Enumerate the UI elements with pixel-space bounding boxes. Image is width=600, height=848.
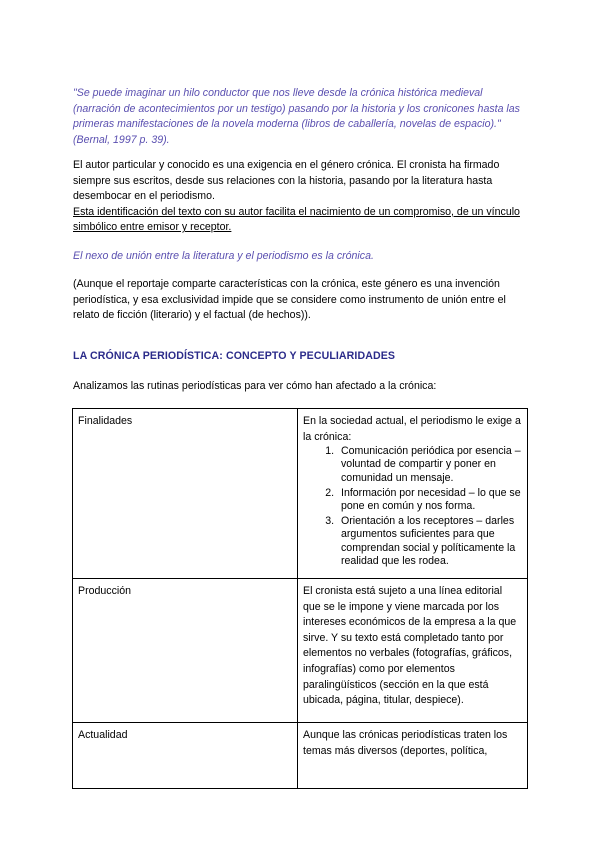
nexo-statement: El nexo de unión entre la literatura y el periodismo es la crónica.	[73, 250, 374, 262]
section-heading: LA CRÓNICA PERIODÍSTICA: CONCEPTO Y PECULIARIDADES	[73, 350, 396, 362]
routines-table	[72, 408, 528, 789]
reportaje-note: (Aunque el reportaje comparte características con la crónica, este género es una invención periodística, y esa exclusividad impide que se considere como instrumento de unión entre el relato de ficción (literario) y el factual (de hechos)).	[73, 278, 506, 322]
row-text: Aunque las crónicas periodísticas traten los temas más diversos (deportes, política,	[298, 723, 528, 789]
row-label: Actualidad	[73, 723, 298, 789]
bernal-quote: "Se puede imaginar un hilo conductor que nos lleve desde la crónica histórica medieval (narración de acontecimientos por un testigo) pasando por la historia y los cronicones hasta las primeras manifestaciones de la novela moderna (libros de caballería, novelas de espacio)." (Bernal, 1997 p. 39).	[73, 87, 520, 146]
row-text: En la sociedad actual, el periodismo le exige a la crónica:	[303, 415, 521, 443]
finalidades-list	[303, 445, 522, 568]
row-text: El cronista está sujeto a una línea editorial que se le impone y viene marcada por los intereses económicos de la empresa a la que sirve. Y su texto está completado tanto por elementos no verbales (fotografías, gráficos, infografías) como por elementos paralingüísticos (sección en la que está ubicada, página, titular, despiece).	[298, 579, 528, 723]
row-label: Finalidades	[73, 409, 298, 579]
author-paragraph	[73, 158, 533, 236]
row-content	[298, 409, 528, 579]
table-row	[73, 409, 528, 579]
table-row	[73, 579, 528, 723]
intro-text: Analizamos las rutinas periodísticas para ver cómo han afectado a la crónica:	[73, 380, 437, 392]
row-label: Producción	[73, 579, 298, 723]
table-row	[73, 723, 528, 789]
list-item: 1. Comunicación periódica por esencia – voluntad de compartir y poner en comunidad un mensaje.	[337, 445, 522, 485]
author-paragraph-underlined: Esta identificación del texto con su autor facilita el nacimiento de un compromiso, de un vínculo simbólico entre emisor y receptor.	[73, 205, 520, 234]
list-item: 2. Información por necesidad – lo que se pone en común y nos forma.	[337, 487, 522, 513]
list-item: 3. Orientación a los receptores – darles argumentos suficientes para que comprendan social y políticamente la realidad que les rodea.	[337, 515, 522, 568]
author-paragraph-text: El autor particular y conocido es una exigencia en el género crónica. El cronista ha firmado siempre sus escritos, desde sus relaciones con la historia, pasando por la literatura hasta desembocar en el periodismo.	[73, 159, 500, 203]
